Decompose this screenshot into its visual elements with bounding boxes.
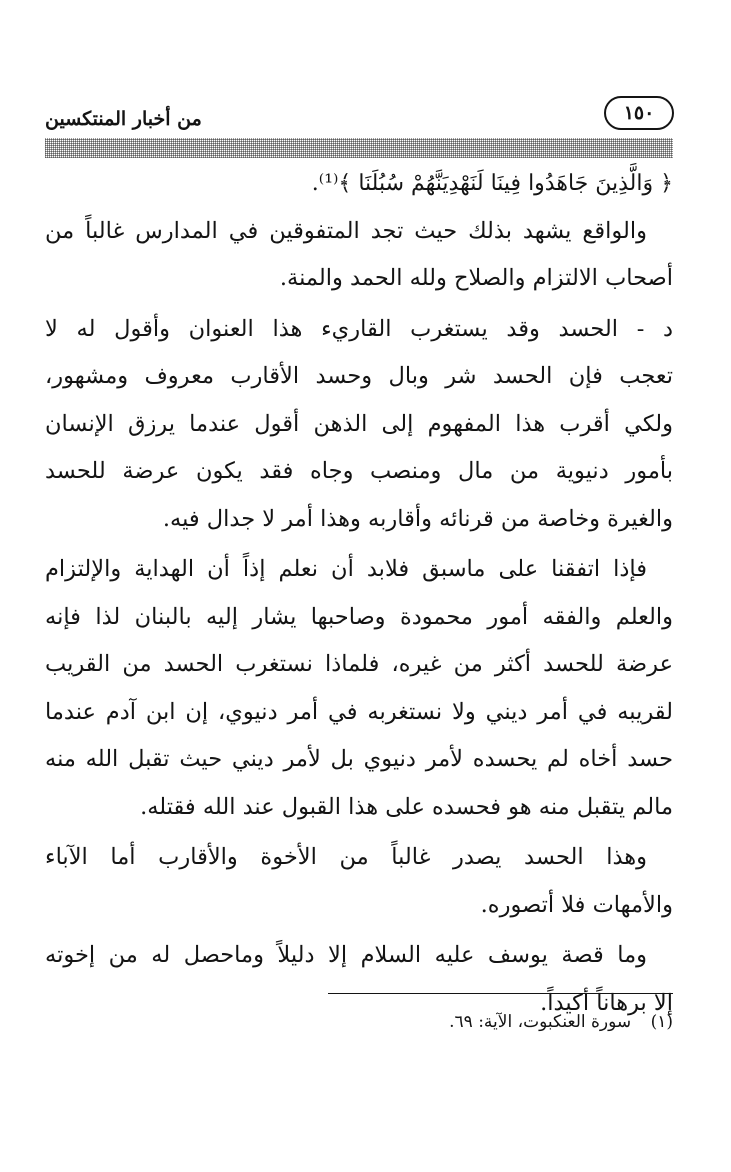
header-rule bbox=[45, 138, 673, 158]
text-line: إلا برهاناً أكيداً. bbox=[540, 989, 673, 1016]
running-title: من أخبار المنتكسين bbox=[45, 108, 202, 130]
text-line: بأمور دنيوية من مال ومنصب وجاه فقد يكون عرضة للحسد bbox=[45, 458, 673, 484]
footnote-rule bbox=[328, 993, 673, 994]
text-line: والغيرة وخاصة من قرنائه وأقاربه وهذا أمر لا جدال فيه. bbox=[162, 505, 673, 532]
footnote bbox=[300, 1012, 673, 1032]
text-line: والواقع يشهد بذلك حيث تجد المتفوقين في المدارس غالباً من bbox=[45, 217, 647, 244]
text-line: والأمهات فلا أتصوره. bbox=[480, 891, 673, 918]
page-number: ١٥٠ bbox=[604, 96, 674, 130]
text-line: مالم يتقبل منه هو فحسده على هذا القبول عند الله فقتله. bbox=[140, 793, 673, 820]
text-line: والعلم والفقه أمور محمودة وصاحبها يشار إليه بالبنان لذا فإنه bbox=[45, 603, 673, 630]
text-line: ولكي أقرب هذا المفهوم إلى الذهن أقول عندما يرزق الإنسان bbox=[45, 410, 673, 437]
text-line: وهذا الحسد يصدر غالباً من الأخوة والأقارب أما الآباء bbox=[45, 844, 647, 870]
main-text bbox=[45, 160, 673, 1027]
quran-verse: ﴿ وَالَّذِينَ جَاهَدُوا فِينَا لَنَهْدِيَنَّهُمْ سُبُلَنَا ﴾⁽¹⁾. bbox=[311, 171, 673, 196]
footnote-marker: (١) bbox=[650, 1012, 673, 1032]
text-line: فإذا اتفقنا على ماسبق فلابد أن نعلم إذاً أن الهداية والإلتزام bbox=[45, 556, 647, 582]
text-line: وما قصة يوسف عليه السلام إلا دليلاً وماحصل له من إخوته bbox=[45, 942, 647, 968]
text-line: تعجب فإن الحسد شر وبال وحسد الأقارب معروف ومشهور، bbox=[45, 363, 673, 389]
text-line: حسد أخاه لم يحسده لأمر دنيوي بل لأمر ديني حيث تقبل الله منه bbox=[45, 746, 673, 772]
text-line: أصحاب الالتزام والصلاح ولله الحمد والمنة. bbox=[279, 265, 673, 291]
footnote-text: سورة العنكبوت، الآية: ٦٩. bbox=[449, 1012, 632, 1032]
text-line: عرضة للحسد أكثر من غيره، فلماذا نستغرب الحسد من القريب bbox=[45, 651, 673, 677]
text-line: لقريبه في أمر ديني ولا نستغربه في أمر دنيوي، إن ابن آدم عندما bbox=[45, 698, 673, 725]
text-line: د - الحسد وقد يستغرب القاريء هذا العنوان وأقول له لا bbox=[45, 315, 673, 342]
